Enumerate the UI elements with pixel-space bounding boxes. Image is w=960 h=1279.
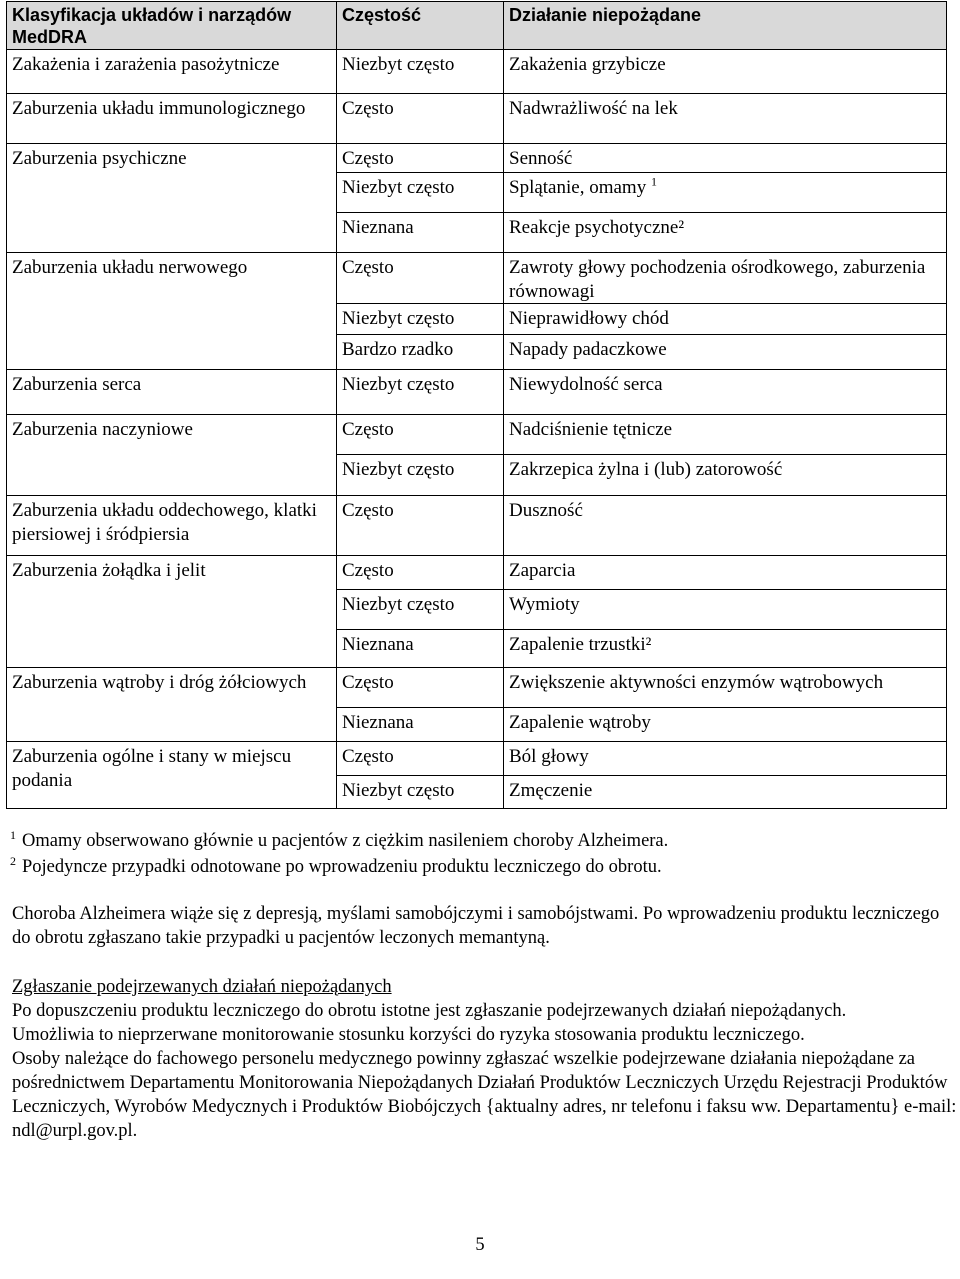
frequency-cell: Często (337, 144, 504, 173)
reporting-line: Po dopuszczeniu produktu leczniczego do obrotu istotne jest zgłaszanie podejrzewanych działań niepożądanych. (12, 1001, 847, 1022)
table-row (7, 742, 947, 776)
table-row (7, 668, 947, 708)
header-soc: Klasyfikacja układów i narządów MedDRA (7, 2, 337, 50)
reaction-cell: Zmęczenie (504, 776, 947, 809)
reaction-cell (504, 173, 947, 213)
frequency-cell: Nieznana (337, 630, 504, 668)
soc-cell: Zaburzenia wątroby i dróg żółciowych (7, 668, 337, 742)
table-row (7, 144, 947, 173)
reaction-text: Splątanie, omamy (509, 177, 647, 198)
reaction-cell: Zakrzepica żylna i (lub) zatorowość (504, 455, 947, 496)
reporting-section (12, 975, 957, 1143)
footnote-text: Pojedyncze przypadki odnotowane po wprowadzeniu produktu leczniczego do obrotu. (22, 856, 662, 877)
reaction-cell: Ból głowy (504, 742, 947, 776)
frequency-cell: Często (337, 253, 504, 304)
alzheimer-paragraph: Choroba Alzheimera wiąże się z depresją, myślami samobójczymi i samobójstwami. Po wprowadzeniu produktu leczniczego do obrotu zgłaszano takie przypadki u pacjentów leczonych memantyną. (12, 904, 940, 949)
table-row (7, 415, 947, 455)
frequency-cell: Niezbyt często (337, 50, 504, 94)
adverse-reactions-table (6, 1, 947, 809)
soc-cell: Zaburzenia psychiczne (7, 144, 337, 253)
frequency-cell: Często (337, 94, 504, 144)
table-row (7, 370, 947, 415)
frequency-cell: Niezbyt często (337, 304, 504, 335)
frequency-cell: Niezbyt często (337, 173, 504, 213)
reaction-cell: Napady padaczkowe (504, 335, 947, 370)
footnotes (10, 828, 950, 879)
table-row (7, 50, 947, 94)
footnote-mark: 2 (10, 853, 16, 868)
soc-cell: Zaburzenia układu nerwowego (7, 253, 337, 370)
soc-cell: Zaburzenia serca (7, 370, 337, 415)
reaction-cell: Zakażenia grzybicze (504, 50, 947, 94)
reaction-cell: Zwiększenie aktywności enzymów wątrobowych (504, 668, 947, 708)
soc-cell: Zaburzenia naczyniowe (7, 415, 337, 496)
reporting-heading: Zgłaszanie podejrzewanych działań niepożądanych (12, 977, 392, 997)
footnote-1 (10, 828, 950, 854)
frequency-cell: Nieznana (337, 708, 504, 742)
frequency-cell: Często (337, 415, 504, 455)
reaction-cell: Duszność (504, 496, 947, 556)
frequency-cell: Bardzo rzadko (337, 335, 504, 370)
footnote-2 (10, 854, 950, 880)
frequency-cell: Często (337, 668, 504, 708)
frequency-cell: Niezbyt często (337, 590, 504, 630)
frequency-cell: Często (337, 742, 504, 776)
frequency-cell: Często (337, 496, 504, 556)
frequency-cell: Często (337, 556, 504, 590)
table-row (7, 496, 947, 556)
footnote-mark: 1 (10, 828, 16, 842)
reporting-line: Osoby należące do fachowego personelu medycznego powinny zgłaszać wszelkie podejrzewane działania niepożądane za pośrednictwem Departamentu Monitorowania Niepożądanych Działań Produktów Leczniczych Urzędu Rejestracji Produktów Leczniczych, Wyrobów Medycznych i Produktów Biobójczych {aktualny adres, nr telefonu i faksu ww. Departamentu} e-mail: ndl@urpl.gov.pl. (12, 1049, 957, 1142)
soc-cell: Zaburzenia układu oddechowego, klatki piersiowej i śródpiersia (7, 496, 337, 556)
soc-cell: Zakażenia i zarażenia pasożytnicze (7, 50, 337, 94)
reaction-cell: Reakcje psychotyczne² (504, 213, 947, 253)
frequency-cell: Nieznana (337, 213, 504, 253)
table-row (7, 556, 947, 590)
header-reaction: Działanie niepożądane (504, 2, 947, 50)
table-row (7, 253, 947, 304)
reaction-cell: Wymioty (504, 590, 947, 630)
reaction-cell: Zapalenie trzustki² (504, 630, 947, 668)
table-row (7, 94, 947, 144)
frequency-cell: Niezbyt często (337, 370, 504, 415)
reaction-cell: Senność (504, 144, 947, 173)
reaction-cell: Zawroty głowy pochodzenia ośrodkowego, zaburzenia równowagi (504, 253, 947, 304)
soc-cell: Zaburzenia ogólne i stany w miejscu podania (7, 742, 337, 809)
reaction-cell: Niewydolność serca (504, 370, 947, 415)
reaction-cell: Nieprawidłowy chód (504, 304, 947, 335)
reaction-cell: Nadciśnienie tętnicze (504, 415, 947, 455)
page-number: 5 (475, 1235, 485, 1255)
header-frequency: Częstość (337, 2, 504, 50)
frequency-cell: Niezbyt często (337, 776, 504, 809)
soc-cell: Zaburzenia układu immunologicznego (7, 94, 337, 144)
reaction-cell: Zaparcia (504, 556, 947, 590)
reporting-line: Umożliwia to nieprzerwane monitorowanie stosunku korzyści do ryzyka stosowania produktu leczniczego. (12, 1025, 805, 1046)
reaction-cell: Nadwrażliwość na lek (504, 94, 947, 144)
frequency-cell: Niezbyt często (337, 455, 504, 496)
soc-cell: Zaburzenia żołądka i jelit (7, 556, 337, 668)
reaction-cell: Zapalenie wątroby (504, 708, 947, 742)
table-header-row (7, 2, 947, 50)
footnote-ref: 1 (650, 174, 657, 189)
footnote-text: Omamy obserwowano głównie u pacjentów z ciężkim nasileniem choroby Alzheimera. (22, 831, 669, 852)
